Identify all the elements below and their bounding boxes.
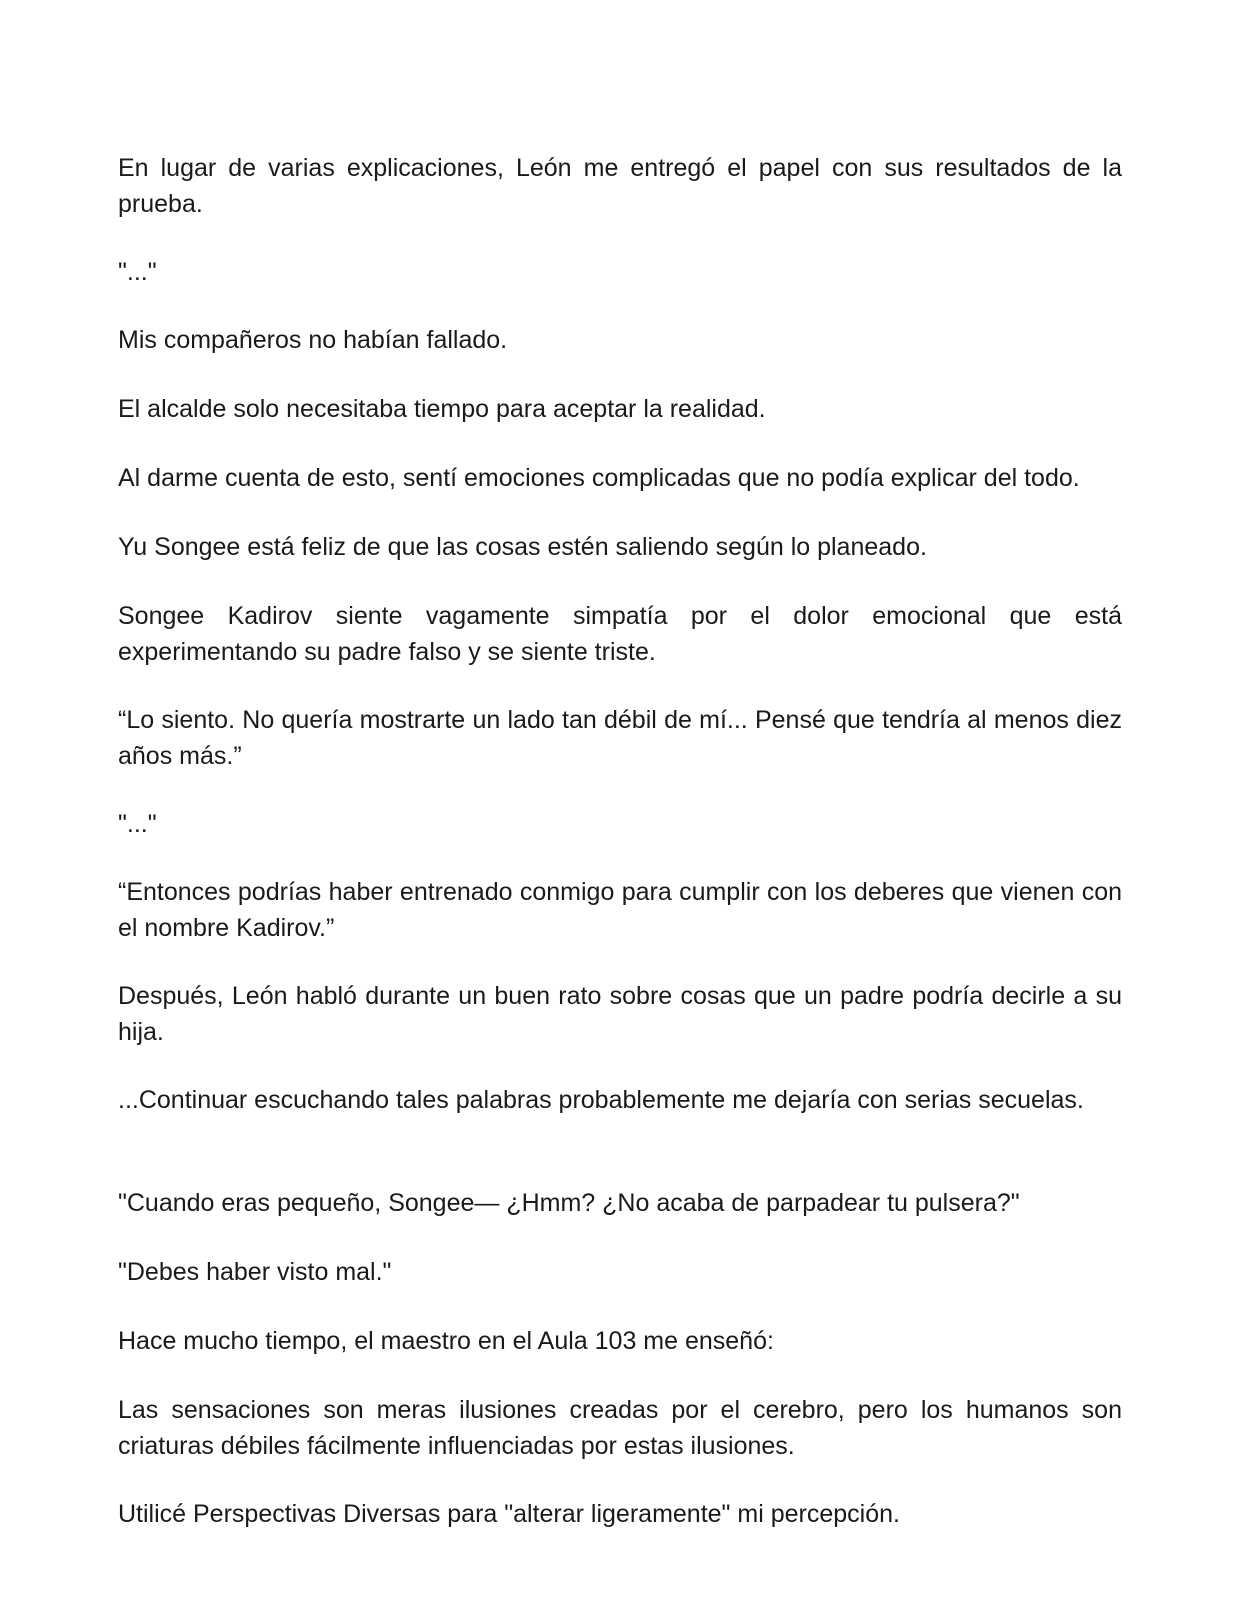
paragraph-7: Songee Kadirov siente vagamente simpatía por el dolor emocional que está experimentando su padre falso y se siente triste. <box>118 602 1122 666</box>
paragraph-11: Después, León habló durante un buen rato sobre cosas que un padre podría decirle a su hija. <box>118 982 1122 1046</box>
paragraph-5: Al darme cuenta de esto, sentí emociones complicadas que no podía explicar del todo. <box>118 464 1080 492</box>
paragraph-6: Yu Songee está feliz de que las cosas estén saliendo según lo planeado. <box>118 533 927 561</box>
paragraph-16: Las sensaciones son meras ilusiones creadas por el cerebro, pero los humanos son criaturas débiles fácilmente influenciadas por estas ilusiones. <box>118 1396 1122 1460</box>
paragraph-3: Mis compañeros no habían fallado. <box>118 326 508 354</box>
paragraph-17: Utilicé Perspectivas Diversas para "alterar ligeramente" mi percepción. <box>118 1500 900 1528</box>
paragraph-1: En lugar de varias explicaciones, León me entregó el papel con sus resultados de la prueba. <box>118 154 1122 218</box>
paragraph-8: “Lo siento. No quería mostrarte un lado tan débil de mí... Pensé que tendría al menos diez años más.” <box>118 706 1122 770</box>
paragraph-15: Hace mucho tiempo, el maestro en el Aula 103 me enseñó: <box>118 1327 774 1355</box>
paragraph-2: "..." <box>118 258 157 286</box>
paragraph-4: El alcalde solo necesitaba tiempo para aceptar la realidad. <box>118 395 766 423</box>
paragraph-13: "Cuando eras pequeño, Songee— ¿Hmm? ¿No acaba de parpadear tu pulsera?" <box>118 1189 1020 1217</box>
paragraph-10: “Entonces podrías haber entrenado conmigo para cumplir con los deberes que vienen con el nombre Kadirov.” <box>118 878 1122 942</box>
paragraph-12: ...Continuar escuchando tales palabras probablemente me dejaría con serias secuelas. <box>118 1086 1084 1114</box>
paragraph-9: "..." <box>118 810 157 838</box>
paragraph-14: "Debes haber visto mal." <box>118 1258 392 1286</box>
